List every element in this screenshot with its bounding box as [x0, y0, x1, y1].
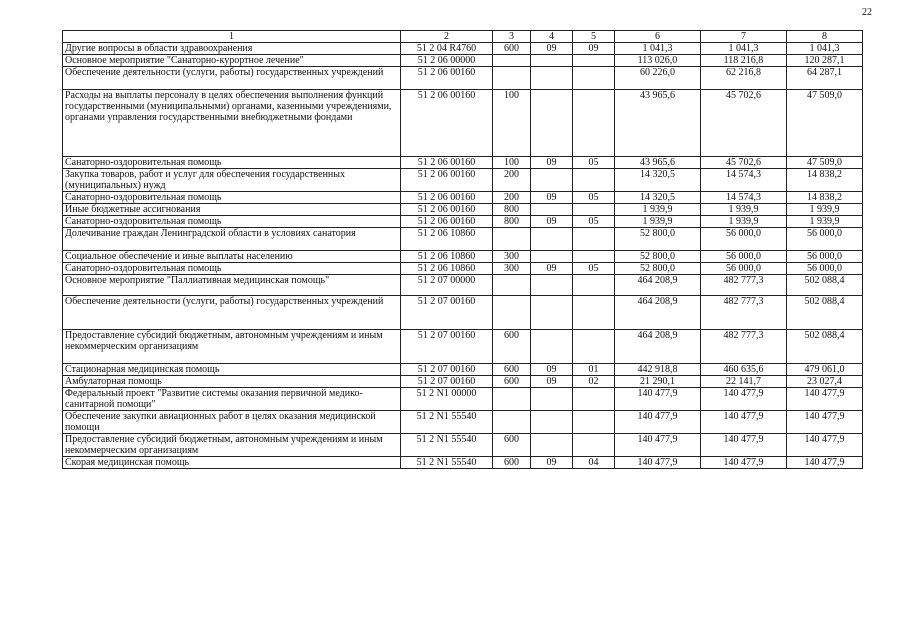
row-amount-1-cell: 140 477,9	[615, 434, 701, 457]
row-pr-cell: 04	[573, 457, 615, 469]
table-row	[63, 263, 863, 275]
row-amount-1-cell: 43 965,6	[615, 157, 701, 169]
row-amount-3-cell: 23 027,4	[787, 376, 863, 388]
row-code-cell: 51 2 06 00160	[401, 157, 493, 169]
row-amount-2-cell: 56 000,0	[701, 251, 787, 263]
row-amount-3-cell: 1 939,9	[787, 204, 863, 216]
row-code-cell: 51 2 07 00000	[401, 275, 493, 296]
header-cell: 1	[63, 31, 401, 43]
row-amount-1-cell: 464 208,9	[615, 330, 701, 364]
row-pr-cell	[573, 434, 615, 457]
row-rz-cell	[531, 275, 573, 296]
row-pr-cell	[573, 330, 615, 364]
table-row	[63, 228, 863, 251]
row-amount-3-cell: 479 061,0	[787, 364, 863, 376]
row-name-cell: Санаторно-оздоровительная помощь	[63, 192, 401, 204]
row-vr-cell: 300	[493, 251, 531, 263]
row-amount-3-cell: 140 477,9	[787, 411, 863, 434]
header-cell: 7	[701, 31, 787, 43]
row-code-cell: 51 2 06 00160	[401, 216, 493, 228]
row-pr-cell: 09	[573, 43, 615, 55]
table-row	[63, 275, 863, 296]
row-name-cell: Федеральный проект "Развитие системы оказания первичной медико-санитарной помощи"	[63, 388, 401, 411]
header-cell: 2	[401, 31, 493, 43]
table-row	[63, 364, 863, 376]
table-row	[63, 192, 863, 204]
row-amount-2-cell: 1 939,9	[701, 216, 787, 228]
row-name-cell: Основное мероприятие "Санаторно-курортное лечение"	[63, 55, 401, 67]
row-name-cell: Иные бюджетные ассигнования	[63, 204, 401, 216]
row-amount-3-cell: 47 509,0	[787, 157, 863, 169]
table-row	[63, 457, 863, 469]
row-name-cell: Другие вопросы в области здравоохранения	[63, 43, 401, 55]
row-vr-cell	[493, 228, 531, 251]
header-row	[63, 31, 863, 43]
row-rz-cell: 09	[531, 457, 573, 469]
row-amount-2-cell: 140 477,9	[701, 411, 787, 434]
row-amount-1-cell: 464 208,9	[615, 296, 701, 330]
row-pr-cell: 05	[573, 192, 615, 204]
row-amount-3-cell: 64 287,1	[787, 67, 863, 90]
table-row	[63, 388, 863, 411]
row-amount-3-cell: 56 000,0	[787, 263, 863, 275]
row-amount-2-cell: 118 216,8	[701, 55, 787, 67]
row-amount-1-cell: 140 477,9	[615, 411, 701, 434]
row-amount-3-cell: 502 088,4	[787, 296, 863, 330]
row-amount-3-cell: 140 477,9	[787, 457, 863, 469]
row-amount-2-cell: 482 777,3	[701, 330, 787, 364]
table-row	[63, 376, 863, 388]
row-pr-cell	[573, 296, 615, 330]
row-vr-cell: 600	[493, 330, 531, 364]
row-vr-cell: 200	[493, 169, 531, 192]
row-amount-2-cell: 140 477,9	[701, 388, 787, 411]
header-cell: 3	[493, 31, 531, 43]
row-code-cell: 51 2 07 00160	[401, 364, 493, 376]
row-amount-3-cell: 1 041,3	[787, 43, 863, 55]
row-vr-cell: 800	[493, 216, 531, 228]
row-amount-2-cell: 22 141,7	[701, 376, 787, 388]
row-name-cell: Закупка товаров, работ и услуг для обеспечения государственных (муниципальных) нужд	[63, 169, 401, 192]
row-rz-cell: 09	[531, 157, 573, 169]
table-row	[63, 43, 863, 55]
row-rz-cell	[531, 169, 573, 192]
row-code-cell: 51 2 06 10860	[401, 263, 493, 275]
row-rz-cell: 09	[531, 192, 573, 204]
row-vr-cell	[493, 55, 531, 67]
row-pr-cell	[573, 275, 615, 296]
row-rz-cell: 09	[531, 263, 573, 275]
table-row	[63, 55, 863, 67]
row-name-cell: Обеспечение деятельности (услуги, работы) государственных учреждений	[63, 296, 401, 330]
row-amount-2-cell: 14 574,3	[701, 169, 787, 192]
row-code-cell: 51 2 06 10860	[401, 251, 493, 263]
row-pr-cell: 05	[573, 157, 615, 169]
row-code-cell: 51 2 N1 55540	[401, 434, 493, 457]
row-code-cell: 51 2 04 R4760	[401, 43, 493, 55]
row-code-cell: 51 2 07 00160	[401, 296, 493, 330]
row-amount-1-cell: 14 320,5	[615, 192, 701, 204]
row-amount-3-cell: 140 477,9	[787, 388, 863, 411]
header-cell: 5	[573, 31, 615, 43]
row-code-cell: 51 2 N1 55540	[401, 411, 493, 434]
row-amount-2-cell: 45 702,6	[701, 90, 787, 157]
row-amount-3-cell: 140 477,9	[787, 434, 863, 457]
row-rz-cell	[531, 228, 573, 251]
row-code-cell: 51 2 06 00160	[401, 204, 493, 216]
row-rz-cell	[531, 204, 573, 216]
row-amount-1-cell: 140 477,9	[615, 457, 701, 469]
table-row	[63, 296, 863, 330]
row-amount-1-cell: 464 208,9	[615, 275, 701, 296]
row-vr-cell: 600	[493, 364, 531, 376]
row-amount-2-cell: 62 216,8	[701, 67, 787, 90]
row-name-cell: Расходы на выплаты персоналу в целях обеспечения выполнения функций государственными (муниципальными) органами, казенными учреждениями, органами управления государственными внебюджетными фондами	[63, 90, 401, 157]
row-amount-1-cell: 113 026,0	[615, 55, 701, 67]
row-amount-1-cell: 52 800,0	[615, 228, 701, 251]
row-amount-1-cell: 52 800,0	[615, 251, 701, 263]
row-rz-cell: 09	[531, 43, 573, 55]
row-vr-cell: 300	[493, 263, 531, 275]
row-name-cell: Скорая медицинская помощь	[63, 457, 401, 469]
page-number: 22	[862, 7, 872, 18]
row-code-cell: 51 2 N1 55540	[401, 457, 493, 469]
row-name-cell: Предоставление субсидий бюджетным, автономным учреждениям и иным некоммерческим организациям	[63, 330, 401, 364]
row-code-cell: 51 2 06 00160	[401, 169, 493, 192]
row-vr-cell: 800	[493, 204, 531, 216]
row-code-cell: 51 2 06 10860	[401, 228, 493, 251]
row-pr-cell	[573, 251, 615, 263]
row-amount-1-cell: 14 320,5	[615, 169, 701, 192]
row-amount-1-cell: 1 939,9	[615, 216, 701, 228]
row-vr-cell	[493, 296, 531, 330]
row-vr-cell: 200	[493, 192, 531, 204]
row-pr-cell	[573, 411, 615, 434]
row-vr-cell: 100	[493, 90, 531, 157]
table-row	[63, 90, 863, 157]
row-rz-cell	[531, 67, 573, 90]
row-name-cell: Обеспечение закупки авиационных работ в целях оказания медицинской помощи	[63, 411, 401, 434]
row-rz-cell	[531, 388, 573, 411]
row-code-cell: 51 2 N1 00000	[401, 388, 493, 411]
row-amount-2-cell: 14 574,3	[701, 192, 787, 204]
row-code-cell: 51 2 06 00160	[401, 67, 493, 90]
row-amount-3-cell: 502 088,4	[787, 330, 863, 364]
row-name-cell: Амбулаторная помощь	[63, 376, 401, 388]
row-amount-1-cell: 43 965,6	[615, 90, 701, 157]
row-rz-cell: 09	[531, 376, 573, 388]
row-vr-cell	[493, 388, 531, 411]
row-amount-2-cell: 56 000,0	[701, 228, 787, 251]
row-pr-cell	[573, 67, 615, 90]
table-row	[63, 330, 863, 364]
row-rz-cell: 09	[531, 364, 573, 376]
row-name-cell: Основное мероприятие "Паллиативная медицинская помощь"	[63, 275, 401, 296]
row-vr-cell	[493, 67, 531, 90]
row-pr-cell: 05	[573, 216, 615, 228]
row-code-cell: 51 2 07 00160	[401, 330, 493, 364]
row-amount-1-cell: 140 477,9	[615, 388, 701, 411]
row-amount-3-cell: 14 838,2	[787, 169, 863, 192]
row-rz-cell	[531, 296, 573, 330]
table-row	[63, 157, 863, 169]
row-amount-2-cell: 482 777,3	[701, 296, 787, 330]
row-pr-cell: 02	[573, 376, 615, 388]
header-cell: 4	[531, 31, 573, 43]
table-row	[63, 169, 863, 192]
row-pr-cell	[573, 90, 615, 157]
row-code-cell: 51 2 07 00160	[401, 376, 493, 388]
row-amount-3-cell: 1 939,9	[787, 216, 863, 228]
row-vr-cell: 600	[493, 434, 531, 457]
row-vr-cell	[493, 275, 531, 296]
row-name-cell: Санаторно-оздоровительная помощь	[63, 216, 401, 228]
row-name-cell: Обеспечение деятельности (услуги, работы) государственных учреждений	[63, 67, 401, 90]
row-vr-cell	[493, 411, 531, 434]
row-rz-cell: 09	[531, 216, 573, 228]
row-code-cell: 51 2 06 00000	[401, 55, 493, 67]
row-amount-2-cell: 140 477,9	[701, 457, 787, 469]
row-code-cell: 51 2 06 00160	[401, 90, 493, 157]
row-amount-2-cell: 1 939,9	[701, 204, 787, 216]
row-amount-1-cell: 52 800,0	[615, 263, 701, 275]
table-row	[63, 251, 863, 263]
row-amount-3-cell: 120 287,1	[787, 55, 863, 67]
row-name-cell: Стационарная медицинская помощь	[63, 364, 401, 376]
row-amount-2-cell: 482 777,3	[701, 275, 787, 296]
row-amount-2-cell: 460 635,6	[701, 364, 787, 376]
table-row	[63, 204, 863, 216]
row-rz-cell	[531, 55, 573, 67]
row-rz-cell	[531, 90, 573, 157]
row-vr-cell: 600	[493, 457, 531, 469]
row-amount-2-cell: 1 041,3	[701, 43, 787, 55]
row-amount-3-cell: 56 000,0	[787, 251, 863, 263]
table-row	[63, 411, 863, 434]
row-name-cell: Долечивание граждан Ленинградской области в условиях санатория	[63, 228, 401, 251]
table-body	[63, 43, 863, 469]
table-row	[63, 67, 863, 90]
row-pr-cell	[573, 388, 615, 411]
row-pr-cell	[573, 55, 615, 67]
header-cell: 8	[787, 31, 863, 43]
row-vr-cell: 600	[493, 43, 531, 55]
row-amount-3-cell: 502 088,4	[787, 275, 863, 296]
row-pr-cell	[573, 169, 615, 192]
row-name-cell: Санаторно-оздоровительная помощь	[63, 263, 401, 275]
table-row	[63, 434, 863, 457]
row-amount-1-cell: 60 226,0	[615, 67, 701, 90]
row-amount-2-cell: 140 477,9	[701, 434, 787, 457]
row-name-cell: Предоставление субсидий бюджетным, автономным учреждениям и иным некоммерческим организациям	[63, 434, 401, 457]
row-amount-1-cell: 21 290,1	[615, 376, 701, 388]
row-vr-cell: 600	[493, 376, 531, 388]
row-rz-cell	[531, 251, 573, 263]
header-cell: 6	[615, 31, 701, 43]
row-amount-1-cell: 442 918,8	[615, 364, 701, 376]
row-amount-3-cell: 47 509,0	[787, 90, 863, 157]
row-amount-3-cell: 14 838,2	[787, 192, 863, 204]
table-row	[63, 216, 863, 228]
row-amount-2-cell: 45 702,6	[701, 157, 787, 169]
row-amount-1-cell: 1 939,9	[615, 204, 701, 216]
row-name-cell: Санаторно-оздоровительная помощь	[63, 157, 401, 169]
budget-table	[62, 30, 863, 469]
row-amount-3-cell: 56 000,0	[787, 228, 863, 251]
row-code-cell: 51 2 06 00160	[401, 192, 493, 204]
row-name-cell: Социальное обеспечение и иные выплаты населению	[63, 251, 401, 263]
row-amount-1-cell: 1 041,3	[615, 43, 701, 55]
row-rz-cell	[531, 411, 573, 434]
row-pr-cell	[573, 204, 615, 216]
row-amount-2-cell: 56 000,0	[701, 263, 787, 275]
row-pr-cell	[573, 228, 615, 251]
row-pr-cell: 05	[573, 263, 615, 275]
row-rz-cell	[531, 330, 573, 364]
row-rz-cell	[531, 434, 573, 457]
row-vr-cell: 100	[493, 157, 531, 169]
row-pr-cell: 01	[573, 364, 615, 376]
